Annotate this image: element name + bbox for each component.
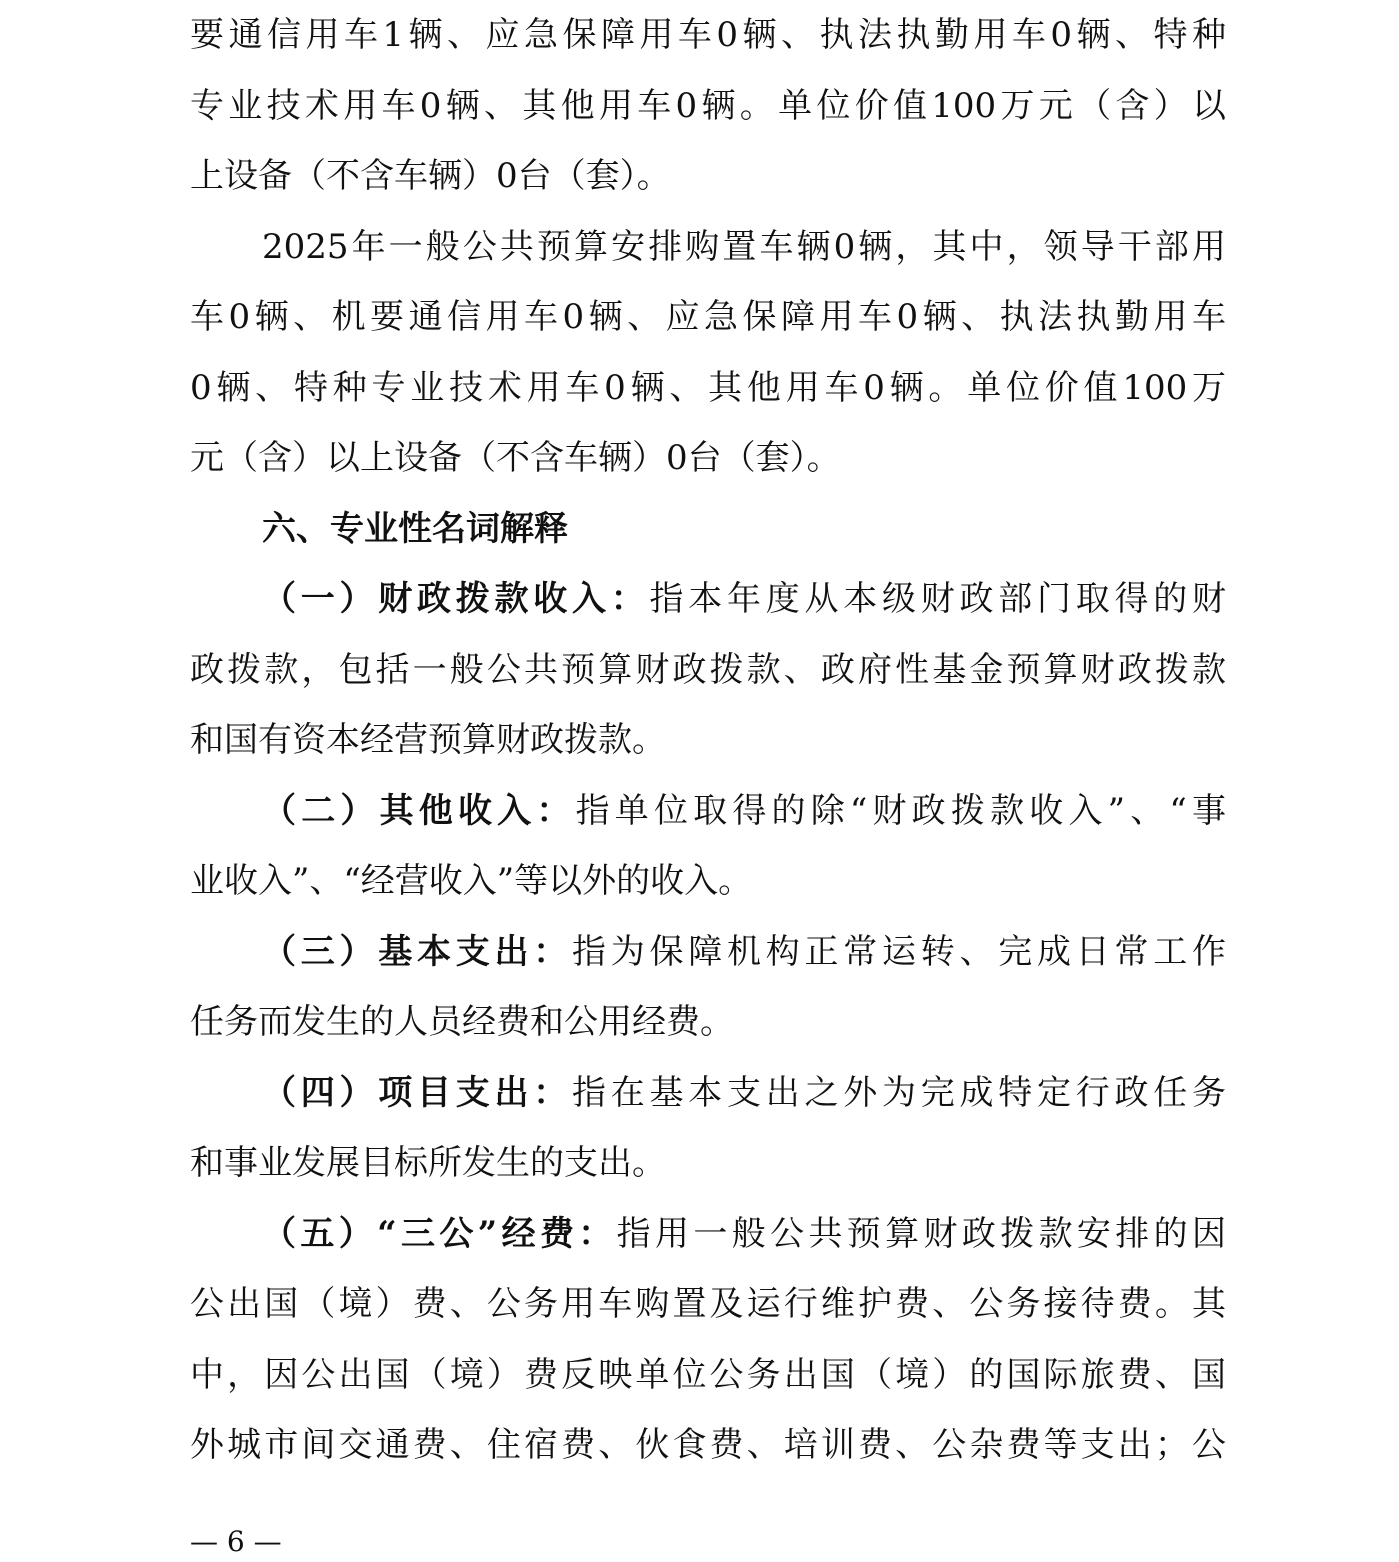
text-line: 和国有资本经营预算财政拨款。: [190, 720, 666, 760]
text-line: 要通信用车1辆、应急保障用车0辆、执法执勤用车0辆、特种: [190, 15, 1226, 55]
page-number: — 6 —: [190, 1525, 282, 1558]
definition-text: 指为保障机构正常运转、完成日常工作: [572, 931, 1226, 972]
text-line: 公出国（境）费、公务用车购置及运行维护费、公务接待费。其: [190, 1284, 1226, 1324]
text-line: 任务而发生的人员经费和公用经费。: [190, 1002, 734, 1042]
text-line: 中，因公出国（境）费反映单位公务出国（境）的国际旅费、国: [190, 1354, 1226, 1395]
text-line: 外城市间交通费、住宿费、伙食费、培训费、公杂费等支出；公: [190, 1425, 1226, 1465]
definition-term: （一）财政拨款收入：: [262, 579, 650, 619]
section-heading: 六、专业性名词解释: [262, 508, 568, 549]
text-line: 专业技术用车0辆、其他用车0辆。单位价值100万元（含）以: [190, 85, 1226, 126]
text-line: 业收入”、“经营收入”等以外的收入。: [190, 861, 753, 901]
definition-other-income: [190, 776, 1226, 917]
document-body: [190, 0, 1226, 1481]
definition-first-line: [190, 1058, 1226, 1129]
definition-basic-expenditure: [190, 917, 1226, 1058]
paragraph-2025-vehicle-purchase: [190, 212, 1226, 494]
definition-first-line: [190, 917, 1226, 988]
paragraph-vehicles-continued: [190, 0, 1226, 212]
text-line: 政拨款，包括一般公共预算财政拨款、政府性基金预算财政拨款: [190, 649, 1226, 690]
definition-three-public-expenses: [190, 1199, 1226, 1481]
definition-text: 指用一般公共预算财政拨款安排的因: [616, 1213, 1226, 1254]
text-line: 和事业发展目标所发生的支出。: [190, 1143, 666, 1183]
definition-term: （四）项目支出：: [262, 1072, 572, 1113]
definition-term: （二）其他收入：: [262, 790, 576, 831]
text-line: 车0辆、机要通信用车0辆、应急保障用车0辆、执法执勤用车: [190, 297, 1226, 337]
definition-first-line: [190, 564, 1226, 635]
text-line: 元（含）以上设备（不含车辆）0台（套）。: [190, 438, 841, 478]
definition-text: 指在基本支出之外为完成特定行政任务: [572, 1072, 1226, 1113]
text-line: 0辆、特种专业技术用车0辆、其他用车0辆。单位价值100万: [190, 367, 1226, 408]
definition-text: 指单位取得的除“财政拨款收入”、“事: [575, 790, 1227, 831]
text-line: 上设备（不含车辆）0台（套）。: [190, 156, 671, 196]
definition-text: 指本年度从本级财政部门取得的财: [649, 579, 1226, 619]
text-line: 2025年一般公共预算安排购置车辆0辆，其中，领导干部用: [262, 226, 1226, 267]
definition-project-expenditure: [190, 1058, 1226, 1199]
definition-term: （五）“三公”经费：: [262, 1213, 617, 1254]
definition-first-line: [190, 1199, 1226, 1270]
definition-term: （三）基本支出：: [262, 931, 572, 972]
definition-first-line: [190, 776, 1226, 847]
definition-fiscal-appropriation-income: [190, 564, 1226, 776]
